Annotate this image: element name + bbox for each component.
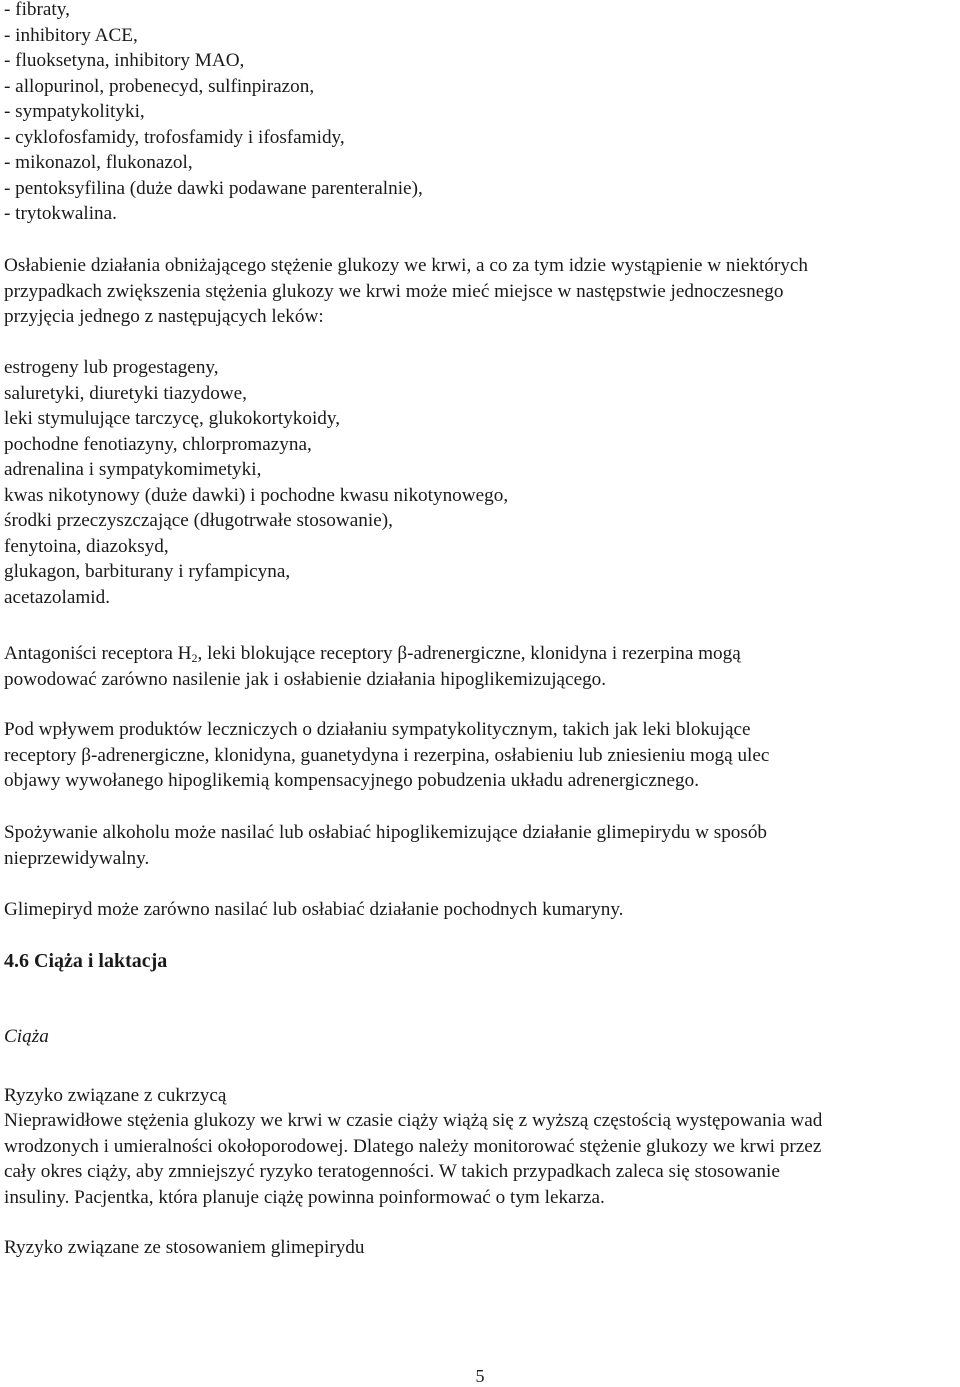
paragraph-line: Glimepiryd może zarówno nasilać lub osłabiać działanie pochodnych kumaryny. (4, 899, 624, 920)
paragraph-line: wrodzonych i umieralności okołoporodowej. Dlatego należy monitorować stężenie glukozy we krwi przez (4, 1135, 822, 1157)
subheading-pregnancy: Ciąża (4, 1026, 49, 1047)
list-item: - inhibitory ACE, (4, 24, 138, 46)
text-segment: Antagoniści receptora H (4, 643, 192, 664)
interaction-list-enhancing (4, 0, 960, 227)
list-item: acetazolamid. (4, 586, 110, 608)
paragraph-line: Pod wpływem produktów leczniczych o działaniu sympatykolitycznym, takich jak leki blokujące (4, 719, 751, 740)
list-item: estrogeny lub progestageny, (4, 357, 219, 378)
paragraph-antagonists (4, 641, 960, 692)
paragraph-line: nieprzewidywalny. (4, 847, 150, 869)
list-item: - pentoksyfilina (duże dawki podawane parenteralnie), (4, 177, 423, 199)
diabetes-risk-title: Ryzyko związane z cukrzycą (4, 1085, 227, 1106)
list-item: - cyklofosfamidy, trofosfamidy i ifosfamidy, (4, 126, 345, 148)
paragraph-line: powodować zarówno nasilenie jak i osłabienie działania hipoglikemizującego. (4, 668, 607, 690)
paragraph-line: insuliny. Pacjentka, która planuje ciążę powinna poinformować o tym lekarza. (4, 1186, 605, 1208)
list-item: środki przeczyszczające (długotrwałe stosowanie), (4, 510, 393, 531)
paragraph-line: receptory β-adrenergiczne, klonidyna, guanetydyna i rezerpina, osłabieniu lub zniesieniu mogą ulec (4, 744, 770, 766)
paragraph-line (4, 641, 960, 667)
interaction-list-weakening (4, 355, 960, 610)
list-item: leki stymulujące tarczycę, glukokortykoidy, (4, 408, 341, 429)
list-item: fenytoina, diazoksyd, (4, 535, 169, 557)
paragraph-line: Spożywanie alkoholu może nasilać lub osłabiać hipoglikemizujące działanie glimepirydu w sposób (4, 822, 768, 843)
list-item: - fibraty, (4, 0, 70, 20)
list-item: - mikonazol, flukonazol, (4, 152, 193, 173)
list-item: - sympatykolityki, (4, 101, 145, 122)
list-item: - trytokwalina. (4, 203, 117, 224)
paragraph-line: cały okres ciąży, aby zmniejszyć ryzyko teratogenności. W takich przypadkach zaleca się stosowanie (4, 1161, 780, 1182)
paragraph-weakening-effect (4, 253, 960, 330)
paragraph-coumarin (4, 897, 960, 923)
list-item: adrenalina i sympatykomimetyki, (4, 459, 262, 480)
subscript: 2 (191, 651, 198, 665)
paragraph-line: objawy wywołanego hipoglikemią kompensacyjnego pobudzenia układu adrenergicznego. (4, 770, 699, 791)
glimepiride-risk-title: Ryzyko związane ze stosowaniem glimepirydu (4, 1237, 365, 1258)
paragraph-sympatholytic (4, 717, 960, 794)
paragraph-line: przyjęcia jednego z następujących leków: (4, 306, 324, 327)
list-item: glukagon, barbiturany i ryfampicyna, (4, 561, 291, 582)
list-item: - fluoksetyna, inhibitory MAO, (4, 50, 245, 71)
paragraph-line: Osłabienie działania obniżającego stężenie glukozy we krwi, a co za tym idzie wystąpienie w niektórych (4, 255, 808, 276)
section-heading: 4.6 Ciąża i laktacja (4, 950, 168, 972)
list-item: kwas nikotynowy (duże dawki) i pochodne kwasu nikotynowego, (4, 484, 509, 506)
paragraph-line: Nieprawidłowe stężenia glukozy we krwi w czasie ciąży wiążą się z wyższą częstością występowania wad (4, 1110, 823, 1131)
paragraph-alcohol (4, 820, 960, 871)
list-item: saluretyki, diuretyki tiazydowe, (4, 382, 247, 404)
paragraph-line: przypadkach zwiększenia stężenia glukozy we krwi może mieć miejsce w następstwie jednoczesnego (4, 280, 784, 302)
page-number: 5 (475, 1366, 485, 1386)
list-item: pochodne fenotiazyny, chlorpromazyna, (4, 433, 312, 455)
text-segment: , leki blokujące receptory β-adrenergiczne, klonidyna i rezerpina mogą (197, 643, 741, 664)
paragraph-diabetes-risk (4, 1108, 960, 1210)
list-item: - allopurinol, probenecyd, sulfinpirazon, (4, 75, 315, 97)
